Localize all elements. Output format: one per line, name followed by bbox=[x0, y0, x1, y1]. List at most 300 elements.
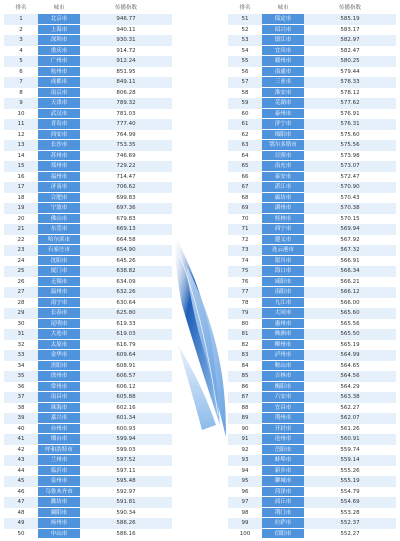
city-cell: 绍兴市 bbox=[262, 25, 304, 36]
rank-cell: 85 bbox=[241, 373, 249, 379]
city-cell: 中山市 bbox=[38, 529, 80, 540]
index-cell: 573.98 bbox=[340, 152, 360, 159]
table-row bbox=[4, 319, 172, 330]
city-cell: 珠海市 bbox=[38, 403, 80, 414]
table-row bbox=[228, 25, 396, 36]
city-cell: 台州市 bbox=[38, 424, 80, 435]
header-index: 传播指数 bbox=[114, 5, 137, 11]
rank-cell: 46 bbox=[17, 488, 25, 495]
city-cell: 廊坊市 bbox=[262, 193, 304, 204]
city-cell: 石家庄市 bbox=[38, 245, 80, 256]
table-row bbox=[228, 161, 396, 172]
city-cell: 拉萨市 bbox=[262, 518, 304, 529]
index-cell: 562.07 bbox=[340, 415, 360, 421]
city-cell: 深圳市 bbox=[38, 35, 80, 46]
table-row bbox=[228, 130, 396, 141]
city-cell: 长春市 bbox=[38, 308, 80, 319]
city-cell: 日照市 bbox=[262, 151, 304, 162]
rank-cell: 38 bbox=[17, 404, 25, 411]
city-cell: 大同市 bbox=[262, 308, 304, 319]
city-cell: 湛江市 bbox=[262, 182, 304, 193]
city-cell: 苏州市 bbox=[38, 151, 80, 162]
city-cell: 东莞市 bbox=[38, 224, 80, 235]
city-cell: 呼和浩特市 bbox=[38, 445, 80, 456]
table-row bbox=[4, 56, 172, 67]
index-cell: 753.35 bbox=[116, 142, 136, 148]
rank-cell: 90 bbox=[241, 425, 249, 432]
rank-cell: 7 bbox=[19, 79, 23, 85]
ranking-table-left bbox=[4, 2, 172, 539]
table-row bbox=[4, 466, 172, 477]
table-row bbox=[228, 193, 396, 204]
index-cell: 806.28 bbox=[116, 89, 136, 96]
rank-cell: 73 bbox=[241, 247, 249, 253]
table-row bbox=[4, 130, 172, 141]
rank-cell: 94 bbox=[241, 467, 249, 474]
table-row bbox=[228, 77, 396, 88]
index-cell: 606.57 bbox=[116, 373, 136, 379]
city-cell: 青岛市 bbox=[38, 119, 80, 130]
rank-cell: 3 bbox=[19, 37, 23, 43]
city-cell: 哈尔滨市 bbox=[38, 235, 80, 246]
index-cell: 565.60 bbox=[340, 310, 360, 316]
rank-cell: 41 bbox=[17, 436, 25, 442]
rank-cell: 49 bbox=[17, 520, 25, 526]
rank-cell: 52 bbox=[241, 26, 249, 33]
city-cell: 西宁市 bbox=[262, 224, 304, 235]
city-cell: 徐州市 bbox=[38, 371, 80, 382]
rank-cell: 83 bbox=[241, 352, 249, 358]
city-cell: 六安市 bbox=[262, 392, 304, 403]
city-cell: 鄂尔多斯市 bbox=[262, 140, 304, 151]
city-cell: 泰安市 bbox=[262, 172, 304, 183]
rank-cell: 26 bbox=[17, 278, 25, 285]
city-cell: 上海市 bbox=[38, 25, 80, 36]
rank-cell: 60 bbox=[241, 110, 249, 117]
index-cell: 575.60 bbox=[340, 131, 360, 138]
city-cell: 信阳市 bbox=[262, 529, 304, 540]
city-cell: 南京市 bbox=[38, 88, 80, 99]
index-cell: 585.19 bbox=[340, 16, 360, 22]
index-cell: 578.12 bbox=[340, 89, 360, 96]
city-cell: 宜昌市 bbox=[262, 403, 304, 414]
table-row bbox=[4, 340, 172, 351]
table-row bbox=[228, 256, 396, 267]
table-row bbox=[4, 203, 172, 214]
rank-cell: 36 bbox=[17, 383, 25, 390]
city-cell: 桂林市 bbox=[262, 214, 304, 225]
rank-cell: 20 bbox=[17, 215, 25, 222]
table-row bbox=[4, 298, 172, 309]
rank-cell: 43 bbox=[17, 457, 25, 463]
city-cell: 大连市 bbox=[38, 329, 80, 340]
table-row bbox=[4, 392, 172, 403]
city-cell: 南充市 bbox=[262, 161, 304, 172]
rank-cell: 71 bbox=[241, 226, 249, 232]
rank-cell: 68 bbox=[241, 194, 249, 201]
rank-cell: 37 bbox=[17, 394, 25, 400]
city-cell: 湖州市 bbox=[262, 203, 304, 214]
rank-cell: 59 bbox=[241, 100, 249, 106]
index-cell: 634.09 bbox=[116, 278, 136, 285]
rank-cell: 50 bbox=[17, 530, 25, 537]
rank-cell: 29 bbox=[17, 310, 25, 316]
rank-cell: 10 bbox=[17, 110, 25, 117]
table-row bbox=[4, 487, 172, 498]
index-cell: 575.56 bbox=[340, 142, 360, 148]
table-row bbox=[228, 424, 396, 435]
table-row bbox=[4, 329, 172, 340]
index-cell: 553.28 bbox=[340, 509, 360, 516]
index-cell: 577.62 bbox=[340, 100, 360, 106]
table-row bbox=[228, 56, 396, 67]
rank-cell: 53 bbox=[241, 37, 249, 43]
table-row bbox=[228, 340, 396, 351]
rank-cell: 4 bbox=[19, 47, 23, 54]
rank-cell: 14 bbox=[17, 152, 25, 159]
city-cell: 南昌市 bbox=[38, 392, 80, 403]
table-row bbox=[4, 235, 172, 246]
index-cell: 608.91 bbox=[116, 362, 136, 369]
index-cell: 565.56 bbox=[340, 320, 360, 327]
city-cell: 贵阳市 bbox=[38, 361, 80, 372]
index-cell: 570.15 bbox=[340, 215, 360, 222]
city-cell: 重庆市 bbox=[38, 46, 80, 57]
rank-cell: 45 bbox=[17, 478, 25, 484]
table-row bbox=[4, 98, 172, 109]
city-cell: 广州市 bbox=[38, 56, 80, 67]
table-row bbox=[228, 382, 396, 393]
city-cell: 赣州市 bbox=[262, 56, 304, 67]
index-cell: 597.52 bbox=[116, 457, 136, 463]
city-cell: 咸阳市 bbox=[262, 277, 304, 288]
table-row bbox=[228, 46, 396, 57]
table-row bbox=[228, 14, 396, 25]
rank-cell: 58 bbox=[241, 89, 249, 96]
index-cell: 699.83 bbox=[116, 194, 136, 201]
city-cell: 天津市 bbox=[38, 98, 80, 109]
rank-cell: 96 bbox=[241, 488, 249, 495]
index-cell: 560.91 bbox=[340, 436, 360, 442]
index-cell: 654.90 bbox=[116, 247, 136, 253]
index-cell: 946.77 bbox=[116, 16, 136, 22]
rank-cell: 93 bbox=[241, 457, 249, 463]
rank-cell: 33 bbox=[17, 352, 25, 358]
city-cell: 福州市 bbox=[38, 172, 80, 183]
city-cell: 南通市 bbox=[262, 67, 304, 78]
index-cell: 714.47 bbox=[116, 173, 136, 180]
index-cell: 586.16 bbox=[116, 530, 136, 537]
index-cell: 601.34 bbox=[116, 415, 136, 421]
table-row bbox=[228, 277, 396, 288]
table-row bbox=[228, 287, 396, 298]
rank-cell: 54 bbox=[241, 47, 249, 54]
city-cell: 沧州市 bbox=[262, 434, 304, 445]
table-row bbox=[228, 203, 396, 214]
rank-cell: 35 bbox=[17, 373, 25, 379]
table-row bbox=[4, 266, 172, 277]
city-cell: 鞍山市 bbox=[262, 361, 304, 372]
city-cell: 太原市 bbox=[38, 340, 80, 351]
city-cell: 泸州市 bbox=[262, 350, 304, 361]
rank-cell: 65 bbox=[241, 163, 249, 169]
rank-cell: 21 bbox=[17, 226, 25, 232]
index-cell: 566.21 bbox=[340, 278, 360, 285]
rank-cell: 34 bbox=[17, 362, 25, 369]
index-cell: 912.24 bbox=[116, 58, 136, 64]
rank-cell: 74 bbox=[241, 257, 249, 264]
city-cell: 九江市 bbox=[262, 298, 304, 309]
table-row bbox=[228, 245, 396, 256]
city-cell: 西安市 bbox=[38, 130, 80, 141]
table-row bbox=[228, 298, 396, 309]
city-cell: 绵阳市 bbox=[262, 130, 304, 141]
city-cell: 金华市 bbox=[38, 350, 80, 361]
table-row bbox=[4, 508, 172, 519]
table-row bbox=[4, 350, 172, 361]
city-cell: 连云港市 bbox=[262, 245, 304, 256]
table-row bbox=[4, 161, 172, 172]
table-row bbox=[228, 182, 396, 193]
rank-cell: 24 bbox=[17, 257, 25, 264]
index-cell: 580.25 bbox=[340, 58, 360, 64]
city-cell: 佛山市 bbox=[38, 214, 80, 225]
city-cell: 襄阳市 bbox=[38, 508, 80, 519]
index-cell: 554.69 bbox=[340, 499, 360, 505]
table-row bbox=[4, 497, 172, 508]
city-cell: 吉林市 bbox=[262, 371, 304, 382]
table-row bbox=[228, 308, 396, 319]
rank-cell: 89 bbox=[241, 415, 249, 421]
rank-cell: 99 bbox=[241, 520, 249, 526]
index-cell: 602.16 bbox=[116, 404, 136, 411]
index-cell: 746.69 bbox=[116, 152, 136, 159]
rank-cell: 30 bbox=[17, 320, 25, 327]
index-cell: 566.00 bbox=[340, 299, 360, 306]
table-row bbox=[228, 403, 396, 414]
table-row bbox=[228, 455, 396, 466]
city-cell: 嘉兴市 bbox=[38, 413, 80, 424]
rank-cell: 87 bbox=[241, 394, 249, 400]
rank-cell: 84 bbox=[241, 362, 249, 369]
table-row bbox=[4, 14, 172, 25]
index-cell: 567.92 bbox=[340, 236, 360, 243]
index-cell: 583.17 bbox=[340, 26, 360, 33]
table-row bbox=[4, 476, 172, 487]
rank-cell: 69 bbox=[241, 205, 249, 211]
rank-cell: 81 bbox=[241, 331, 249, 337]
city-cell: 芜湖市 bbox=[262, 98, 304, 109]
rank-cell: 77 bbox=[241, 289, 249, 295]
index-cell: 591.81 bbox=[116, 499, 136, 505]
rank-cell: 11 bbox=[17, 121, 25, 127]
table-row bbox=[228, 392, 396, 403]
rank-cell: 88 bbox=[241, 404, 249, 411]
index-cell: 578.33 bbox=[340, 79, 360, 85]
city-cell: 厦门市 bbox=[38, 266, 80, 277]
table-row bbox=[4, 214, 172, 225]
index-cell: 729.22 bbox=[116, 163, 136, 169]
index-cell: 849.11 bbox=[116, 79, 136, 85]
rank-cell: 25 bbox=[17, 268, 25, 274]
rank-cell: 82 bbox=[241, 341, 249, 348]
table-row bbox=[228, 529, 396, 540]
table-row bbox=[228, 235, 396, 246]
rank-cell: 79 bbox=[241, 310, 249, 316]
table-row bbox=[228, 350, 396, 361]
city-cell: 乌鲁木齐市 bbox=[38, 487, 80, 498]
city-cell: 新乡市 bbox=[262, 466, 304, 477]
city-cell: 聊城市 bbox=[262, 476, 304, 487]
index-cell: 576.31 bbox=[340, 121, 360, 127]
city-cell: 郑州市 bbox=[38, 161, 80, 172]
table-row bbox=[228, 487, 396, 498]
index-cell: 570.43 bbox=[340, 194, 360, 201]
index-cell: 570.38 bbox=[340, 205, 360, 211]
city-cell: 荆门市 bbox=[262, 508, 304, 519]
city-cell: 宜宾市 bbox=[262, 46, 304, 57]
index-cell: 567.32 bbox=[340, 247, 360, 253]
rank-cell: 22 bbox=[17, 236, 25, 243]
index-cell: 664.58 bbox=[116, 236, 136, 243]
rank-cell: 18 bbox=[17, 194, 25, 201]
table-row bbox=[228, 476, 396, 487]
rank-cell: 2 bbox=[19, 26, 23, 33]
rank-cell: 55 bbox=[241, 58, 249, 64]
table-row bbox=[4, 67, 172, 78]
table-row bbox=[4, 35, 172, 46]
table-row bbox=[228, 508, 396, 519]
table-row bbox=[228, 98, 396, 109]
index-cell: 555.19 bbox=[340, 478, 360, 484]
table-row bbox=[4, 445, 172, 456]
city-cell: 南宁市 bbox=[38, 298, 80, 309]
city-cell: 镇江市 bbox=[262, 35, 304, 46]
index-cell: 606.12 bbox=[116, 383, 136, 390]
table-row bbox=[228, 109, 396, 120]
table-row bbox=[4, 77, 172, 88]
index-cell: 619.03 bbox=[116, 331, 136, 337]
index-cell: 679.83 bbox=[116, 215, 136, 222]
table-header bbox=[4, 2, 172, 14]
table-row bbox=[228, 35, 396, 46]
rank-cell: 31 bbox=[17, 331, 25, 337]
index-cell: 561.26 bbox=[340, 425, 360, 432]
table-row bbox=[228, 466, 396, 477]
index-cell: 562.27 bbox=[340, 404, 360, 411]
rank-cell: 57 bbox=[241, 79, 249, 85]
table-row bbox=[4, 151, 172, 162]
index-cell: 559.14 bbox=[340, 457, 360, 463]
table-row bbox=[228, 67, 396, 78]
index-cell: 940.11 bbox=[116, 26, 136, 33]
index-cell: 573.07 bbox=[340, 163, 360, 169]
table-row bbox=[228, 172, 396, 183]
rank-cell: 19 bbox=[17, 205, 25, 211]
rank-cell: 72 bbox=[241, 236, 249, 243]
table-row bbox=[228, 434, 396, 445]
city-cell: 蚌埠市 bbox=[262, 455, 304, 466]
city-cell: 泰州市 bbox=[262, 109, 304, 120]
rank-cell: 92 bbox=[241, 446, 249, 453]
table-row bbox=[228, 140, 396, 151]
index-cell: 597.11 bbox=[116, 467, 136, 474]
city-cell: 三亚市 bbox=[262, 77, 304, 88]
table-row bbox=[4, 455, 172, 466]
header-rank: 排名 bbox=[15, 5, 27, 11]
city-cell: 柳州市 bbox=[262, 340, 304, 351]
rank-cell: 40 bbox=[17, 425, 25, 432]
index-cell: 645.26 bbox=[116, 257, 136, 264]
table-row bbox=[228, 497, 396, 508]
index-cell: 582.47 bbox=[340, 47, 360, 54]
rank-cell: 48 bbox=[17, 509, 25, 516]
city-cell: 济宁市 bbox=[262, 119, 304, 130]
index-cell: 789.32 bbox=[116, 100, 136, 106]
rank-cell: 44 bbox=[17, 467, 25, 474]
index-cell: 552.27 bbox=[340, 530, 360, 537]
rank-cell: 56 bbox=[241, 68, 249, 75]
header-city: 城市 bbox=[277, 5, 289, 11]
rank-cell: 70 bbox=[241, 215, 249, 222]
table-row bbox=[4, 193, 172, 204]
city-cell: 宁波市 bbox=[38, 203, 80, 214]
table-row bbox=[228, 151, 396, 162]
city-cell: 兰州市 bbox=[38, 455, 80, 466]
index-cell: 563.38 bbox=[340, 394, 360, 400]
city-cell: 长沙市 bbox=[38, 140, 80, 151]
header-city: 城市 bbox=[53, 5, 65, 11]
index-cell: 590.34 bbox=[116, 509, 136, 516]
city-cell: 北京市 bbox=[38, 14, 80, 25]
index-cell: 638.82 bbox=[116, 268, 136, 274]
index-cell: 576.91 bbox=[340, 110, 360, 117]
table-row bbox=[4, 382, 172, 393]
city-cell: 遵义市 bbox=[262, 235, 304, 246]
rank-cell: 47 bbox=[17, 499, 25, 505]
index-cell: 599.03 bbox=[116, 446, 136, 453]
index-cell: 595.48 bbox=[116, 478, 136, 484]
table-row bbox=[4, 256, 172, 267]
index-cell: 706.62 bbox=[116, 184, 136, 190]
city-cell: 衡阳市 bbox=[262, 382, 304, 393]
rank-cell: 66 bbox=[241, 173, 249, 180]
table-row bbox=[4, 119, 172, 130]
table-row bbox=[4, 434, 172, 445]
table-row bbox=[228, 371, 396, 382]
table-row bbox=[4, 361, 172, 372]
decorative-wave-graphic bbox=[172, 225, 228, 440]
city-cell: 武汉市 bbox=[38, 109, 80, 120]
index-cell: 697.36 bbox=[116, 205, 136, 211]
rank-cell: 28 bbox=[17, 299, 25, 306]
table-row bbox=[228, 119, 396, 130]
table-row bbox=[4, 172, 172, 183]
rank-cell: 6 bbox=[19, 68, 23, 75]
rank-cell: 42 bbox=[17, 446, 25, 453]
table-row bbox=[4, 424, 172, 435]
index-cell: 625.80 bbox=[116, 310, 136, 316]
table-row bbox=[4, 518, 172, 529]
index-cell: 777.40 bbox=[116, 121, 136, 127]
rank-cell: 5 bbox=[19, 58, 23, 64]
rank-cell: 62 bbox=[241, 131, 249, 138]
table-row bbox=[4, 46, 172, 57]
city-cell: 昆明市 bbox=[38, 319, 80, 330]
city-cell: 商丘市 bbox=[262, 497, 304, 508]
rank-cell: 67 bbox=[241, 184, 249, 190]
rank-cell: 15 bbox=[17, 163, 25, 169]
